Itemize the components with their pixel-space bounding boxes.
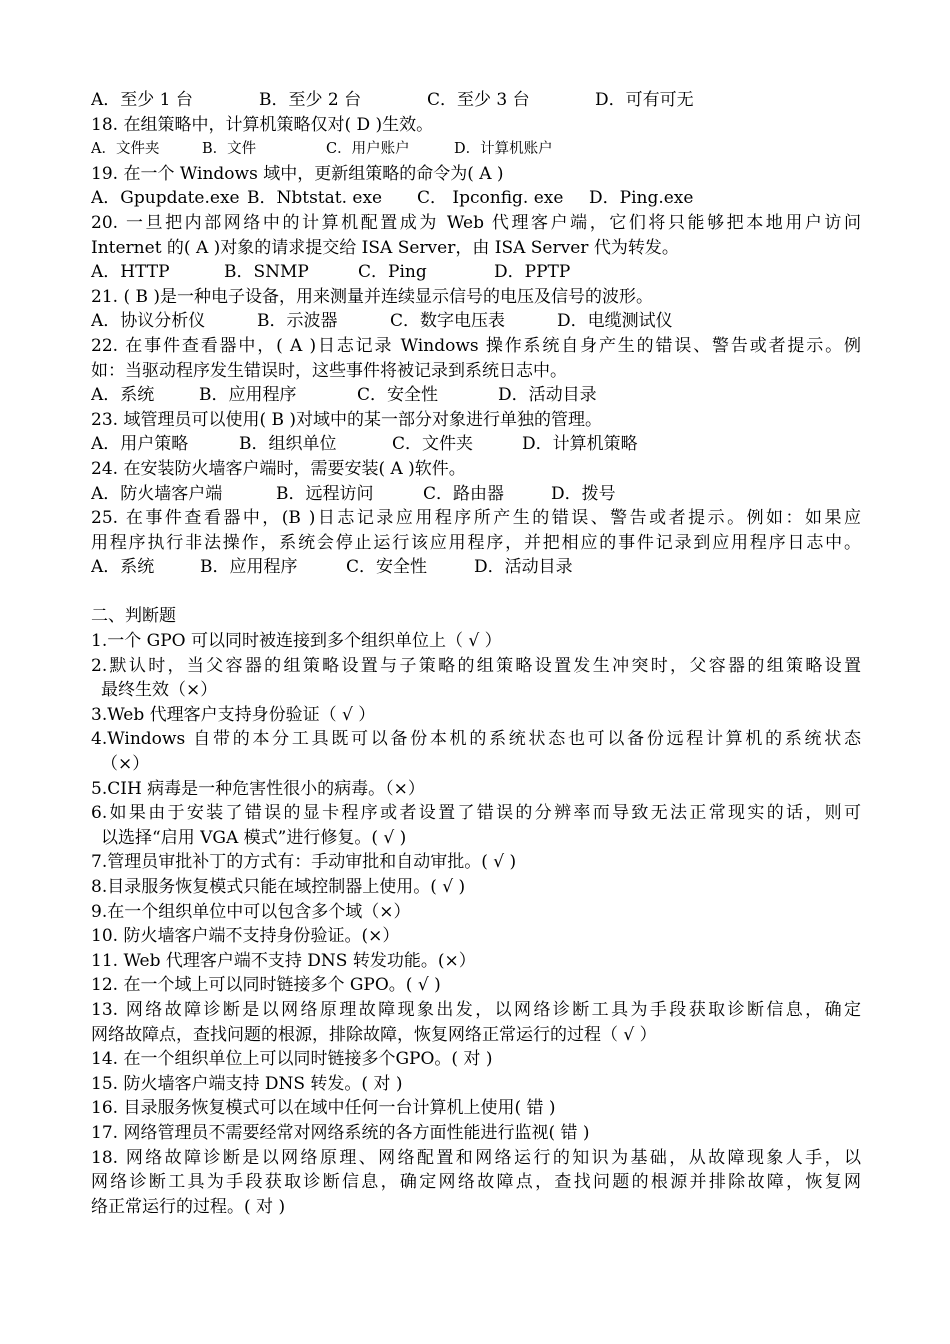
- q22-option-c: C．安全性: [357, 385, 439, 406]
- tf-item-2-line-1: 2.默认时，当父容器的组策略设置与子策略的组策略设置发生冲突时，父容器的组策略设置: [91, 655, 861, 676]
- q20-options: [91, 260, 861, 285]
- q23-option-b: B．组织单位: [239, 434, 337, 455]
- q19-option-a: A．Gpupdate.exe: [91, 188, 240, 209]
- q21-question: 21. ( B )是一种电子设备，用来测量并连续显示信号的电压及信号的波形。: [91, 286, 654, 307]
- q25-option-d: D．活动目录: [474, 557, 573, 578]
- q20-option-d: D．PPTP: [494, 262, 571, 283]
- q17-option-d: D．可有可无: [595, 90, 694, 110]
- q25-option-b: B．应用程序: [200, 557, 298, 578]
- tf-item-18-line-1: 18. 网络故障诊断是以网络原理、网络配置和网络运行的知识为基础，从故障现象人手，以: [91, 1147, 861, 1168]
- tf-item-15: 15. 防火墙客户端支持 DNS 转发。( 对 ): [91, 1073, 403, 1094]
- tf-item-10: 10. 防火墙客户端不支持身份验证。(×）: [91, 926, 400, 947]
- tf-item-13-line-2: 网络故障点，查找问题的根源，排除故障，恢复网络正常运行的过程（ √ ）: [91, 1024, 657, 1045]
- q23-question: 23. 域管理员可以使用( B )对域中的某一部分对象进行单独的管理。: [91, 409, 603, 430]
- q21-option-b: B．示波器: [257, 311, 338, 332]
- q20-option-c: C．Ping: [358, 262, 427, 283]
- q19-option-c: C． Ipconfig. exe: [417, 188, 564, 209]
- q25-options: [91, 555, 861, 580]
- tf-item-7: 7.管理员审批补丁的方式有：手动审批和自动审批。( √ ): [91, 852, 517, 873]
- q22-question-line-2: 如：当驱动程序发生错误时，这些事件将被记录到系统日志中。: [91, 360, 567, 381]
- q18-options: [91, 137, 861, 162]
- tf-item-5: 5.CIH 病毒是一种危害性很小的病毒。（×）: [91, 778, 425, 799]
- q24-option-b: B．远程访问: [276, 483, 374, 504]
- tf-item-14: 14. 在一个组织单位上可以同时链接多个GPO。( 对 ): [91, 1049, 493, 1070]
- q24-option-a: A．防火墙客户端: [91, 483, 223, 504]
- document-page: [91, 88, 861, 1219]
- tf-item-9: 9.在一个组织单位中可以包含多个域（×）: [91, 901, 411, 922]
- q20-question-line-1: 20. 一旦把内部网络中的计算机配置成为 Web 代理客户端，它们将只能够把本地用户访问: [91, 212, 861, 233]
- q17-option-a: A．至少 1 台: [91, 90, 193, 110]
- q21-options: [91, 309, 861, 334]
- tf-item-3: 3.Web 代理客户支持身份验证（ √ ）: [91, 704, 376, 725]
- q18-option-a: A．文件夹: [91, 141, 160, 158]
- tf-item-18-line-2: 网络诊断工具为手段获取诊断信息，确定网络故障点，查找问题的根源并排除故障，恢复网: [91, 1172, 861, 1193]
- q23-option-c: C．文件夹: [392, 434, 474, 455]
- q19-options: [91, 186, 861, 211]
- q21-option-a: A．协议分析仪: [91, 311, 206, 332]
- q17-options: [91, 88, 861, 113]
- tf-item-11: 11. Web 代理客户端不支持 DNS 转发功能。(×）: [91, 950, 476, 971]
- tf-item-8: 8.目录服务恢复模式只能在域控制器上使用。( √ ): [91, 877, 466, 897]
- q22-question-line-1: 22. 在事件查看器中，( A )日志记录 Windows 操作系统自身产生的错误、警告或者提示。例: [91, 335, 861, 356]
- q25-option-c: C．安全性: [346, 557, 428, 578]
- q24-option-d: D．拨号: [551, 483, 616, 504]
- q18-option-c: C．用户账户: [326, 141, 410, 158]
- q25-option-a: A．系统: [91, 557, 155, 578]
- q17-option-c: C．至少 3 台: [427, 90, 530, 110]
- tf-item-4-line-2: （×）: [101, 754, 150, 775]
- q22-option-b: B．应用程序: [199, 385, 297, 406]
- q23-option-a: A．用户策略: [91, 434, 189, 455]
- tf-item-16: 16. 目录服务恢复模式可以在域中任何一台计算机上使用( 错 ): [91, 1098, 556, 1119]
- q24-question: 24. 在安装防火墙客户端时，需要安装( A )软件。: [91, 458, 466, 479]
- q22-option-d: D．活动目录: [498, 385, 597, 406]
- q22-options: [91, 383, 861, 408]
- q25-question-line-1: 25. 在事件查看器中，(B )日志记录应用程序所产生的错误、警告或者提示。例如：如果应: [91, 508, 861, 529]
- q21-option-d: D．电缆测试仪: [557, 311, 673, 332]
- q19-question: 19. 在一个 Windows 域中，更新组策略的命令为( A ): [91, 163, 504, 184]
- q21-option-c: C．数字电压表: [390, 311, 506, 332]
- tf-item-6-line-1: 6.如果由于安装了错误的显卡程序或者设置了错误的分辨率而导致无法正常现实的话，则可: [91, 803, 861, 824]
- q22-option-a: A．系统: [91, 385, 155, 406]
- q20-question-line-2: Internet 的( A )对象的请求提交给 ISA Server，由 ISA Server 代为转发。: [91, 237, 679, 258]
- section-gap: [91, 580, 861, 605]
- tf-item-2-line-2: 最终生效（×）: [101, 680, 218, 701]
- tf-item-4-line-1: 4.Windows 自带的本分工具既可以备份本机的系统状态也可以备份远程计算机的系统状态: [91, 729, 861, 750]
- tf-item-12: 12. 在一个域上可以同时链接多个 GPO。( √ ): [91, 975, 441, 996]
- q18-question: 18. 在组策略中，计算机策略仅对( D )生效。: [91, 114, 434, 135]
- q18-option-d: D．计算机账户: [454, 141, 553, 158]
- tf-item-6-line-2: 以选择“启用 VGA 模式”进行修复。( √ ): [101, 827, 407, 848]
- q17-option-b: B．至少 2 台: [259, 90, 362, 110]
- q19-option-d: D．Ping.exe: [589, 188, 694, 209]
- tf-item-1: 1.一个 GPO 可以同时被连接到多个组织单位上（ √ ）: [91, 631, 502, 652]
- tf-item-17: 17. 网络管理员不需要经常对网络系统的各方面性能进行监视( 错 ): [91, 1122, 590, 1143]
- q24-option-c: C．路由器: [423, 483, 505, 504]
- section-2-title: 二、判断题: [91, 606, 176, 627]
- q18-option-b: B．文件: [202, 141, 257, 158]
- q23-options: [91, 432, 861, 457]
- q24-options: [91, 482, 861, 507]
- q19-option-b: B．Nbtstat. exe: [247, 188, 383, 209]
- q20-option-a: A．HTTP: [91, 262, 170, 283]
- q20-option-b: B．SNMP: [224, 262, 309, 283]
- q23-option-d: D．计算机策略: [522, 434, 638, 455]
- tf-item-13-line-1: 13. 网络故障诊断是以网络原理故障现象出发，以网络诊断工具为手段获取诊断信息，确定: [91, 999, 861, 1020]
- q25-question-line-2: 用程序执行非法操作，系统会停止运行该应用程序，并把相应的事件记录到应用程序日志中。: [91, 532, 861, 553]
- tf-item-18-line-3: 络正常运行的过程。( 对 ): [91, 1196, 286, 1217]
